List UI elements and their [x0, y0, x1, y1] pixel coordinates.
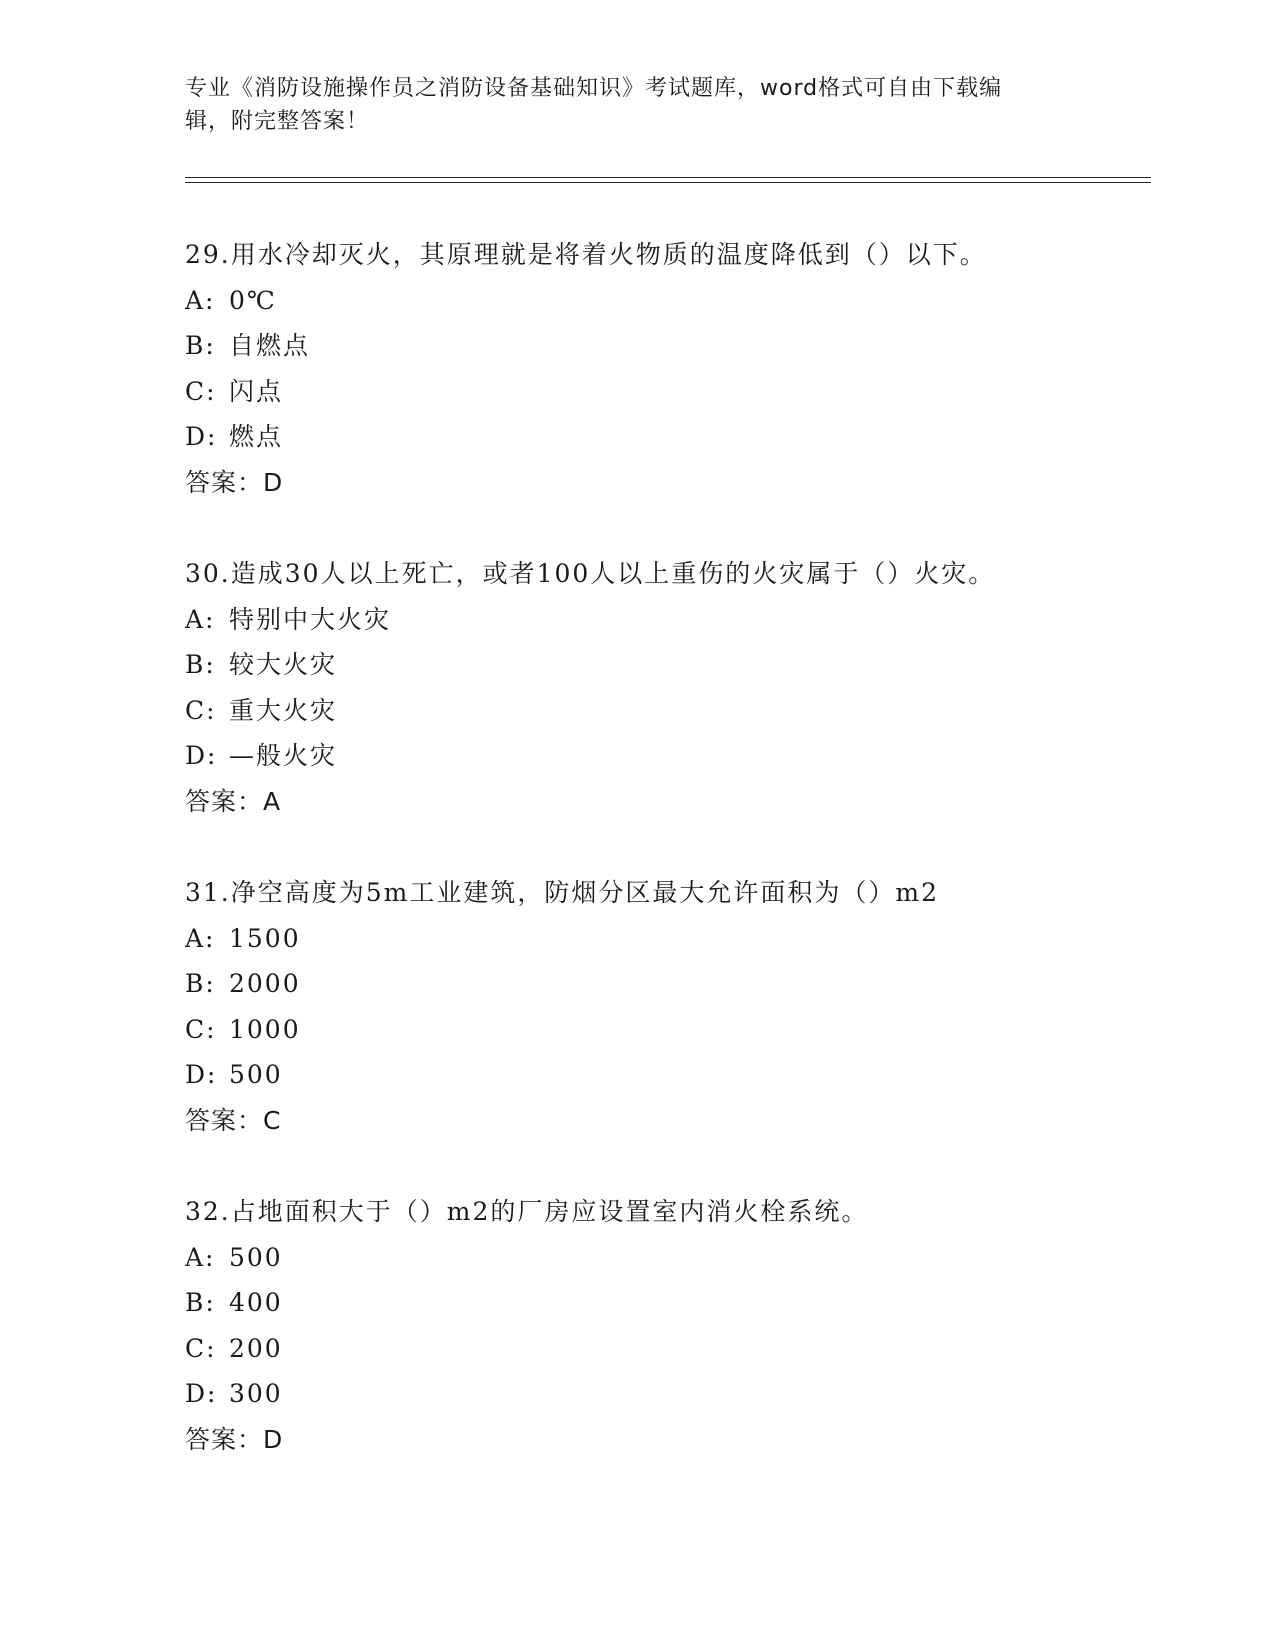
option-text: 500	[229, 1060, 283, 1089]
option-letter: A:	[185, 604, 216, 634]
option-letter: C:	[185, 1014, 217, 1044]
option-d	[185, 741, 1145, 771]
option-b	[185, 1288, 1145, 1318]
option-a	[185, 1243, 1145, 1273]
option-letter: D:	[185, 422, 218, 451]
header-line-2: 辑，附完整答案！	[185, 109, 370, 134]
option-text: 0℃	[229, 285, 277, 315]
option-d	[185, 1379, 1145, 1409]
question-text: 29.用水冷却灭火，其原理就是将着火物质的温度降低到（）以下。	[185, 240, 987, 269]
option-b	[185, 650, 1145, 680]
option-text: —般火灾	[229, 741, 338, 770]
option-letter: B:	[185, 331, 216, 360]
question-32	[185, 1197, 1145, 1455]
option-text: 重大火灾	[229, 695, 338, 725]
option-c	[185, 696, 1145, 726]
question-30	[185, 559, 1145, 817]
option-letter: C:	[185, 695, 217, 725]
option-text: 较大火灾	[229, 650, 338, 679]
option-letter: A:	[185, 1242, 216, 1272]
option-letter: C:	[185, 1333, 217, 1363]
option-text: 1000	[229, 1014, 301, 1044]
answer-line: 答案：D	[185, 467, 284, 497]
question-text: 31.净空高度为5m工业建筑，防烟分区最大允许面积为（）m2	[185, 878, 939, 907]
option-c	[185, 1334, 1145, 1364]
answer-line: 答案：D	[185, 1424, 284, 1454]
option-a	[185, 924, 1145, 954]
question-29	[185, 240, 1145, 498]
option-text: 特别中大火灾	[229, 604, 392, 634]
option-a	[185, 605, 1145, 635]
header-line-1: 专业《消防设施操作员之消防设备基础知识》考试题库，word格式可自由下载编	[185, 76, 1003, 101]
option-letter: A:	[185, 285, 216, 315]
option-c	[185, 377, 1145, 407]
option-text: 燃点	[229, 422, 284, 451]
option-c	[185, 1015, 1145, 1045]
answer-line: 答案：C	[185, 1105, 282, 1135]
option-text: 400	[229, 1288, 283, 1317]
question-31	[185, 878, 1145, 1136]
option-letter: B:	[185, 650, 216, 679]
option-text: 1500	[229, 923, 301, 953]
answer-line: 答案：A	[185, 786, 282, 816]
option-letter: C:	[185, 376, 217, 406]
option-letter: B:	[185, 1288, 216, 1317]
option-text: 闪点	[229, 376, 284, 406]
option-text: 500	[229, 1242, 283, 1272]
header-divider-top	[185, 177, 1151, 178]
option-text: 300	[229, 1379, 283, 1408]
option-d	[185, 422, 1145, 452]
option-b	[185, 331, 1145, 361]
document-header	[185, 72, 1065, 138]
header-divider-bottom	[185, 182, 1151, 183]
option-b	[185, 969, 1145, 999]
question-text: 30.造成30人以上死亡，或者100人以上重伤的火灾属于（）火灾。	[185, 559, 996, 588]
option-letter: D:	[185, 741, 218, 770]
option-letter: D:	[185, 1060, 218, 1089]
option-d	[185, 1060, 1145, 1090]
option-letter: B:	[185, 969, 216, 998]
question-text: 32.占地面积大于（）m2的厂房应设置室内消火栓系统。	[185, 1197, 869, 1226]
option-text: 2000	[229, 969, 301, 998]
option-a	[185, 286, 1145, 316]
option-text: 200	[229, 1333, 283, 1363]
option-text: 自燃点	[229, 331, 311, 360]
option-letter: D:	[185, 1379, 218, 1408]
option-letter: A:	[185, 923, 216, 953]
